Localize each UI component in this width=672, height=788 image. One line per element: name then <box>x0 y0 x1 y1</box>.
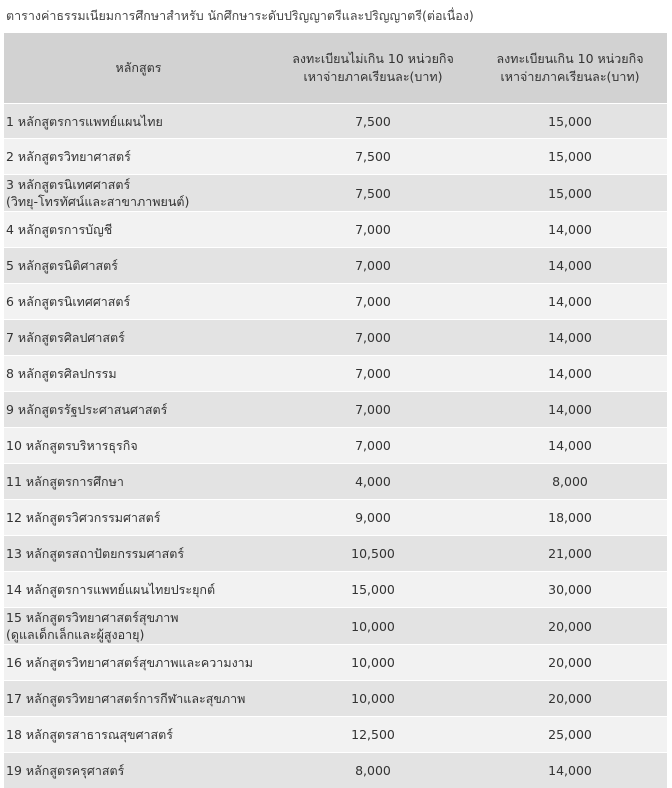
table-row <box>4 571 667 607</box>
table-row <box>4 463 667 499</box>
program-name-line: 12 หลักสูตรวิศวกรรมศาสตร์ <box>6 510 161 525</box>
program-name-line: 5 หลักสูตรนิติศาสตร์ <box>6 258 118 273</box>
program-name-line: 2 หลักสูตรวิทยาศาสตร์ <box>6 149 131 164</box>
program-name-line: 3 หลักสูตรนิเทศศาสตร์ <box>6 177 131 192</box>
fee-exceed-10-cell: 14,000 <box>473 752 667 788</box>
table-row <box>4 607 667 644</box>
table-row <box>4 752 667 788</box>
fee-exceed-10-cell: 21,000 <box>473 535 667 571</box>
program-name-line: (วิทยุ-โทรทัศน์และสาขาภาพยนต์) <box>6 194 190 209</box>
fee-exceed-10-cell: 14,000 <box>473 283 667 319</box>
table-row <box>4 680 667 716</box>
fee-not-exceed-10-cell: 7,000 <box>273 355 473 391</box>
fee-not-exceed-10-cell: 7,500 <box>273 174 473 211</box>
program-cell <box>4 644 273 680</box>
fee-exceed-10-cell: 14,000 <box>473 247 667 283</box>
program-name-line: 4 หลักสูตรการบัญชี <box>6 222 113 237</box>
fee-exceed-10-cell: 30,000 <box>473 571 667 607</box>
table-header-row <box>4 33 667 103</box>
table-row <box>4 247 667 283</box>
program-name-line: 19 หลักสูตรครุศาสตร์ <box>6 763 125 778</box>
fee-exceed-10-cell: 14,000 <box>473 355 667 391</box>
fee-exceed-10-cell: 18,000 <box>473 499 667 535</box>
table-row <box>4 427 667 463</box>
program-name-line: 11 หลักสูตรการศึกษา <box>6 474 124 489</box>
program-name-line: 8 หลักสูตรศิลปกรรม <box>6 366 117 381</box>
program-cell <box>4 103 273 138</box>
table-caption: ตารางค่าธรรมเนียมการศึกษาสำหรับ นักศึกษาระดับปริญญาตรีและปริญญาตรี(ต่อเนื่อง) <box>6 8 474 23</box>
program-name-line: 18 หลักสูตรสาธารณสุขศาสตร์ <box>6 727 174 742</box>
program-name-line: 10 หลักสูตรบริหารธุรกิจ <box>6 438 138 453</box>
fee-not-exceed-10-cell: 10,000 <box>273 644 473 680</box>
fee-not-exceed-10-cell: 10,000 <box>273 607 473 644</box>
fee-exceed-10-cell: 14,000 <box>473 391 667 427</box>
program-name-line: 14 หลักสูตรการแพทย์แผนไทยประยุกต์ <box>6 582 216 597</box>
header-program <box>4 33 273 103</box>
fee-exceed-10-cell: 20,000 <box>473 680 667 716</box>
program-cell <box>4 138 273 174</box>
program-name-line: 13 หลักสูตรสถาปัตยกรรมศาสตร์ <box>6 546 185 561</box>
program-name-line: 1 หลักสูตรการแพทย์แผนไทย <box>6 113 163 129</box>
fee-exceed-10-cell: 15,000 <box>473 138 667 174</box>
header-fee-not-exceed-10 <box>273 33 473 103</box>
fee-not-exceed-10-cell: 4,000 <box>273 463 473 499</box>
fee-exceed-10-cell: 25,000 <box>473 716 667 752</box>
program-name-line: 9 หลักสูตรรัฐประศาสนศาสตร์ <box>6 402 168 417</box>
fee-not-exceed-10-cell: 7,500 <box>273 103 473 138</box>
fee-exceed-10-cell: 14,000 <box>473 319 667 355</box>
program-cell <box>4 680 273 716</box>
fee-not-exceed-10-cell: 7,000 <box>273 427 473 463</box>
program-cell <box>4 463 273 499</box>
program-cell <box>4 319 273 355</box>
fee-not-exceed-10-cell: 10,500 <box>273 535 473 571</box>
header-fee-exceed-10-line-1: ลงทะเบียนเกิน 10 หน่วยกิจ <box>496 51 644 66</box>
header-fee-exceed-10 <box>473 33 667 103</box>
table-row <box>4 211 667 247</box>
table-row <box>4 138 667 174</box>
fee-not-exceed-10-cell: 12,500 <box>273 716 473 752</box>
table-row <box>4 103 667 138</box>
fee-not-exceed-10-cell: 7,000 <box>273 211 473 247</box>
program-cell <box>4 174 273 211</box>
table-row <box>4 355 667 391</box>
program-cell <box>4 571 273 607</box>
fee-exceed-10-cell: 15,000 <box>473 174 667 211</box>
table-row <box>4 499 667 535</box>
header-fee-not-exceed-10-line-2: เหาจ่ายภาคเรียนละ(บาท) <box>303 69 443 84</box>
fee-exceed-10-cell: 20,000 <box>473 607 667 644</box>
program-name-line: 17 หลักสูตรวิทยาศาสตร์การกีฬาและสุขภาพ <box>6 691 246 706</box>
fee-not-exceed-10-cell: 10,000 <box>273 680 473 716</box>
program-cell <box>4 607 273 644</box>
program-cell <box>4 427 273 463</box>
tuition-fee-table <box>4 33 667 788</box>
header-program-label: หลักสูตร <box>115 60 162 75</box>
fee-not-exceed-10-cell: 8,000 <box>273 752 473 788</box>
program-name-line: 6 หลักสูตรนิเทศศาสตร์ <box>6 294 131 309</box>
program-cell <box>4 535 273 571</box>
program-cell <box>4 499 273 535</box>
fee-not-exceed-10-cell: 7,000 <box>273 283 473 319</box>
fee-exceed-10-cell: 15,000 <box>473 103 667 138</box>
program-cell <box>4 247 273 283</box>
fee-not-exceed-10-cell: 9,000 <box>273 499 473 535</box>
table-row <box>4 391 667 427</box>
table-row <box>4 283 667 319</box>
table-row <box>4 716 667 752</box>
table-row <box>4 535 667 571</box>
header-fee-exceed-10-line-2: เหาจ่ายภาคเรียนละ(บาท) <box>500 69 640 84</box>
table-row <box>4 174 667 211</box>
fee-not-exceed-10-cell: 7,000 <box>273 391 473 427</box>
fee-not-exceed-10-cell: 15,000 <box>273 571 473 607</box>
fee-exceed-10-cell: 20,000 <box>473 644 667 680</box>
program-name-line: 15 หลักสูตรวิทยาศาสตร์สุขภาพ <box>6 610 179 625</box>
program-cell <box>4 283 273 319</box>
program-cell <box>4 752 273 788</box>
fee-not-exceed-10-cell: 7,500 <box>273 138 473 174</box>
program-cell <box>4 391 273 427</box>
program-cell <box>4 716 273 752</box>
header-fee-not-exceed-10-line-1: ลงทะเบียนไม่เกิน 10 หน่วยกิจ <box>292 51 454 66</box>
program-name-line: (ดูแลเด็กเล็กและผู้สูงอายุ) <box>6 627 145 642</box>
program-name-line: 7 หลักสูตรศิลปศาสตร์ <box>6 330 125 345</box>
program-cell <box>4 355 273 391</box>
table-row <box>4 319 667 355</box>
fee-not-exceed-10-cell: 7,000 <box>273 247 473 283</box>
fee-exceed-10-cell: 14,000 <box>473 427 667 463</box>
fee-exceed-10-cell: 14,000 <box>473 211 667 247</box>
fee-exceed-10-cell: 8,000 <box>473 463 667 499</box>
program-cell <box>4 211 273 247</box>
table-row <box>4 644 667 680</box>
table-body <box>4 103 667 788</box>
program-name-line: 16 หลักสูตรวิทยาศาสตร์สุขภาพและความงาม <box>6 655 253 670</box>
fee-not-exceed-10-cell: 7,000 <box>273 319 473 355</box>
